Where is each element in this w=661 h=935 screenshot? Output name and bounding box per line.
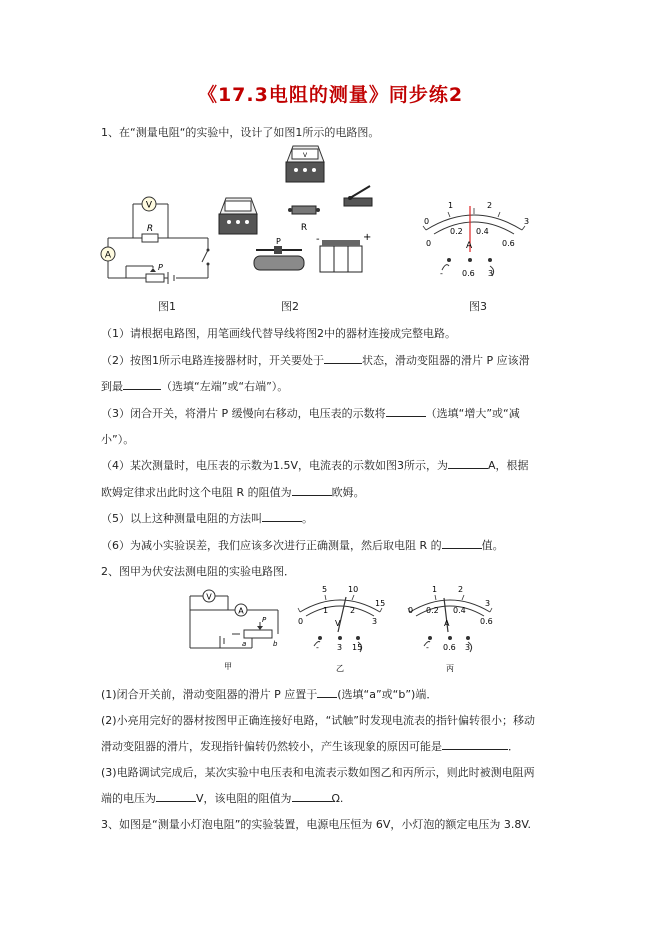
rheostat-device (254, 237, 304, 270)
q1-blank-method[interactable] (262, 511, 302, 522)
q1-part5: （5）以上这种测量电阻的方法叫 。 (101, 512, 313, 525)
voltmeter-label: V (145, 200, 153, 211)
dial-inner-0: 0 (426, 239, 432, 248)
jia-slider-label: P (262, 616, 267, 624)
voltmeter-device (286, 146, 324, 182)
q1-part2-line1: （2）按图1所示电路连接器材时，开关要处于 状态，滑动变阻器的滑片 P 应该滑 (101, 354, 530, 367)
bing-outer-0: 1 (432, 585, 438, 594)
battery-plus-label: + (363, 232, 372, 243)
yi-terminal-3: 3 (337, 643, 343, 652)
resistor-device-label: R (300, 223, 308, 233)
q2-part3-line1: (3)电路调试完成后，某次实验中电压表和电流表示数如图乙和丙所示，则此时被测电阻两 (101, 766, 535, 779)
figure-bing-ammeter-dial (400, 580, 500, 676)
yi-outer-2: 15 (375, 599, 386, 608)
yi-inner-0: 0 (298, 617, 304, 626)
bing-outer-2: 3 (485, 599, 491, 608)
terminal-3: 3 (488, 269, 494, 278)
q1-part6: （6）为减小实验误差，我们应该多次进行正确测量，然后取电阻 R 的 值。 (101, 539, 504, 552)
q1-part4-line2: 欧姆定律求出此时这个电阻 R 的阻值为 欧姆。 (101, 486, 365, 499)
dial-inner-3: 0.6 (502, 239, 515, 248)
q2-part3-line2: 端的电压为 V，该电阻的阻值为 Ω. (101, 792, 344, 805)
battery-minus-label: - (316, 234, 320, 245)
yi-outer-1: 10 (348, 585, 359, 594)
q2-blank-reason[interactable] (442, 739, 508, 750)
q2-part1: (1)闭合开关前，滑动变阻器的滑片 P 应置于 (选填“a”或“b”)端． (101, 688, 438, 701)
yi-outer-0: 5 (322, 585, 328, 594)
q2-blank-slider-end[interactable] (317, 687, 337, 698)
jia-b-label: b (273, 640, 278, 648)
dial-outer-3: 3 (524, 217, 530, 226)
q2-blank-resistance[interactable] (292, 791, 332, 802)
q2-part2-line2: 滑动变阻器的滑片，发现指针偏转仍然较小，产生该现象的原因可能是 ． (101, 740, 519, 753)
figure-3-ammeter-dial (404, 190, 554, 290)
q1-part1: （1）请根据电路图，用笔画线代替导线将图2中的器材连接成完整电路。 (101, 327, 456, 340)
q2-intro: 2、图甲为伏安法测电阻的实验电路图． (101, 565, 295, 578)
q1-part2-line2: 到最 （选填“左端”或“右端”）。 (101, 380, 289, 393)
q1-blank-voltmeter-change[interactable] (386, 406, 426, 417)
bing-outer-1: 2 (458, 585, 464, 594)
bing-inner-1: 0.2 (426, 606, 439, 615)
dial-outer-0: 0 (424, 217, 430, 226)
bing-caption: 丙 (446, 664, 454, 673)
q1-intro: 1、在“测量电阻“的实验中，设计了如图1所示的电路图。 (101, 126, 380, 139)
yi-inner-2: 2 (350, 606, 356, 615)
jia-a-label: a (242, 640, 247, 648)
jia-voltmeter-label: V (206, 592, 212, 602)
terminal-0-6: 0.6 (462, 269, 475, 278)
resistor-r-symbol (142, 234, 158, 242)
q1-blank-average[interactable] (442, 538, 482, 549)
bing-terminal-3: 3 (465, 643, 471, 652)
figure-yi-voltmeter-dial (290, 580, 390, 676)
ammeter-device (219, 198, 257, 234)
q1-blank-current[interactable] (448, 458, 488, 469)
dial-unit: A (466, 241, 473, 251)
slider-label: P (158, 263, 163, 272)
dial-outer-1: 1 (448, 201, 454, 210)
dial-inner-1: 0.2 (450, 227, 463, 236)
dial-inner-2: 0.4 (476, 227, 489, 236)
yi-terminal-15: 15 (352, 643, 363, 652)
figure-jia-circuit (180, 586, 290, 674)
q2-blank-voltage[interactable] (156, 791, 196, 802)
figure-1-caption: 图1 (158, 300, 176, 313)
bing-inner-3: 0.6 (480, 617, 493, 626)
rheostat-symbol (146, 274, 164, 282)
yi-inner-1: 1 (323, 606, 329, 615)
page-title: 《17.3电阻的测量》同步练2 (197, 84, 464, 106)
yi-inner-3: 3 (372, 617, 378, 626)
figure-3-caption: 图3 (469, 300, 487, 313)
bing-inner-2: 0.4 (453, 606, 466, 615)
bing-inner-0: 0 (408, 606, 414, 615)
rheostat-device-label: P (276, 237, 281, 246)
switch-device (344, 186, 372, 206)
q1-part3-line1: （3）闭合开关，将滑片 P 缓慢向右移动，电压表的示数将 （选填“增大”或“减 (101, 407, 520, 420)
q1-blank-switch-state[interactable] (324, 353, 362, 364)
figure-1-circuit (98, 188, 228, 288)
bing-terminal-0-6: 0.6 (443, 643, 456, 652)
terminal-minus: - (440, 269, 443, 278)
jia-rheostat-symbol (244, 630, 272, 638)
jia-ammeter-label: A (238, 606, 244, 616)
q1-part4-line1: （4）某次测量时，电压表的示数为1.5V，电流表的示数如图3所示，为 A，根据 (101, 459, 529, 472)
yi-caption: 乙 (336, 664, 344, 673)
svg-text:V: V (302, 152, 308, 159)
jia-caption: 甲 (224, 662, 232, 671)
q2-part2-line1: (2)小亮用完好的器材按图甲正确连接好电路，“试触”时发现电流表的指针偏转很小；移动 (101, 714, 535, 727)
ammeter-label: A (104, 250, 112, 261)
q1-blank-slider-end[interactable] (123, 379, 161, 390)
bing-unit: A (444, 619, 450, 628)
q1-part3-line2: 小”）。 (101, 433, 135, 446)
q3-intro: 3、如图是“测量小灯泡电阻”的实验装置，电源电压恒为 6V，小灯泡的额定电压为 3.8V. (101, 818, 532, 831)
yi-unit: V (335, 619, 341, 628)
dial-outer-2: 2 (487, 201, 493, 210)
figure-2-apparatus (212, 140, 387, 288)
q1-blank-resistance[interactable] (292, 485, 332, 496)
figure-2-caption: 图2 (281, 300, 299, 313)
resistor-device (288, 206, 320, 233)
bing-terminal-minus: - (426, 643, 429, 652)
yi-terminal-minus: - (316, 643, 319, 652)
battery-device (316, 232, 371, 272)
resistor-label: R (146, 224, 154, 234)
